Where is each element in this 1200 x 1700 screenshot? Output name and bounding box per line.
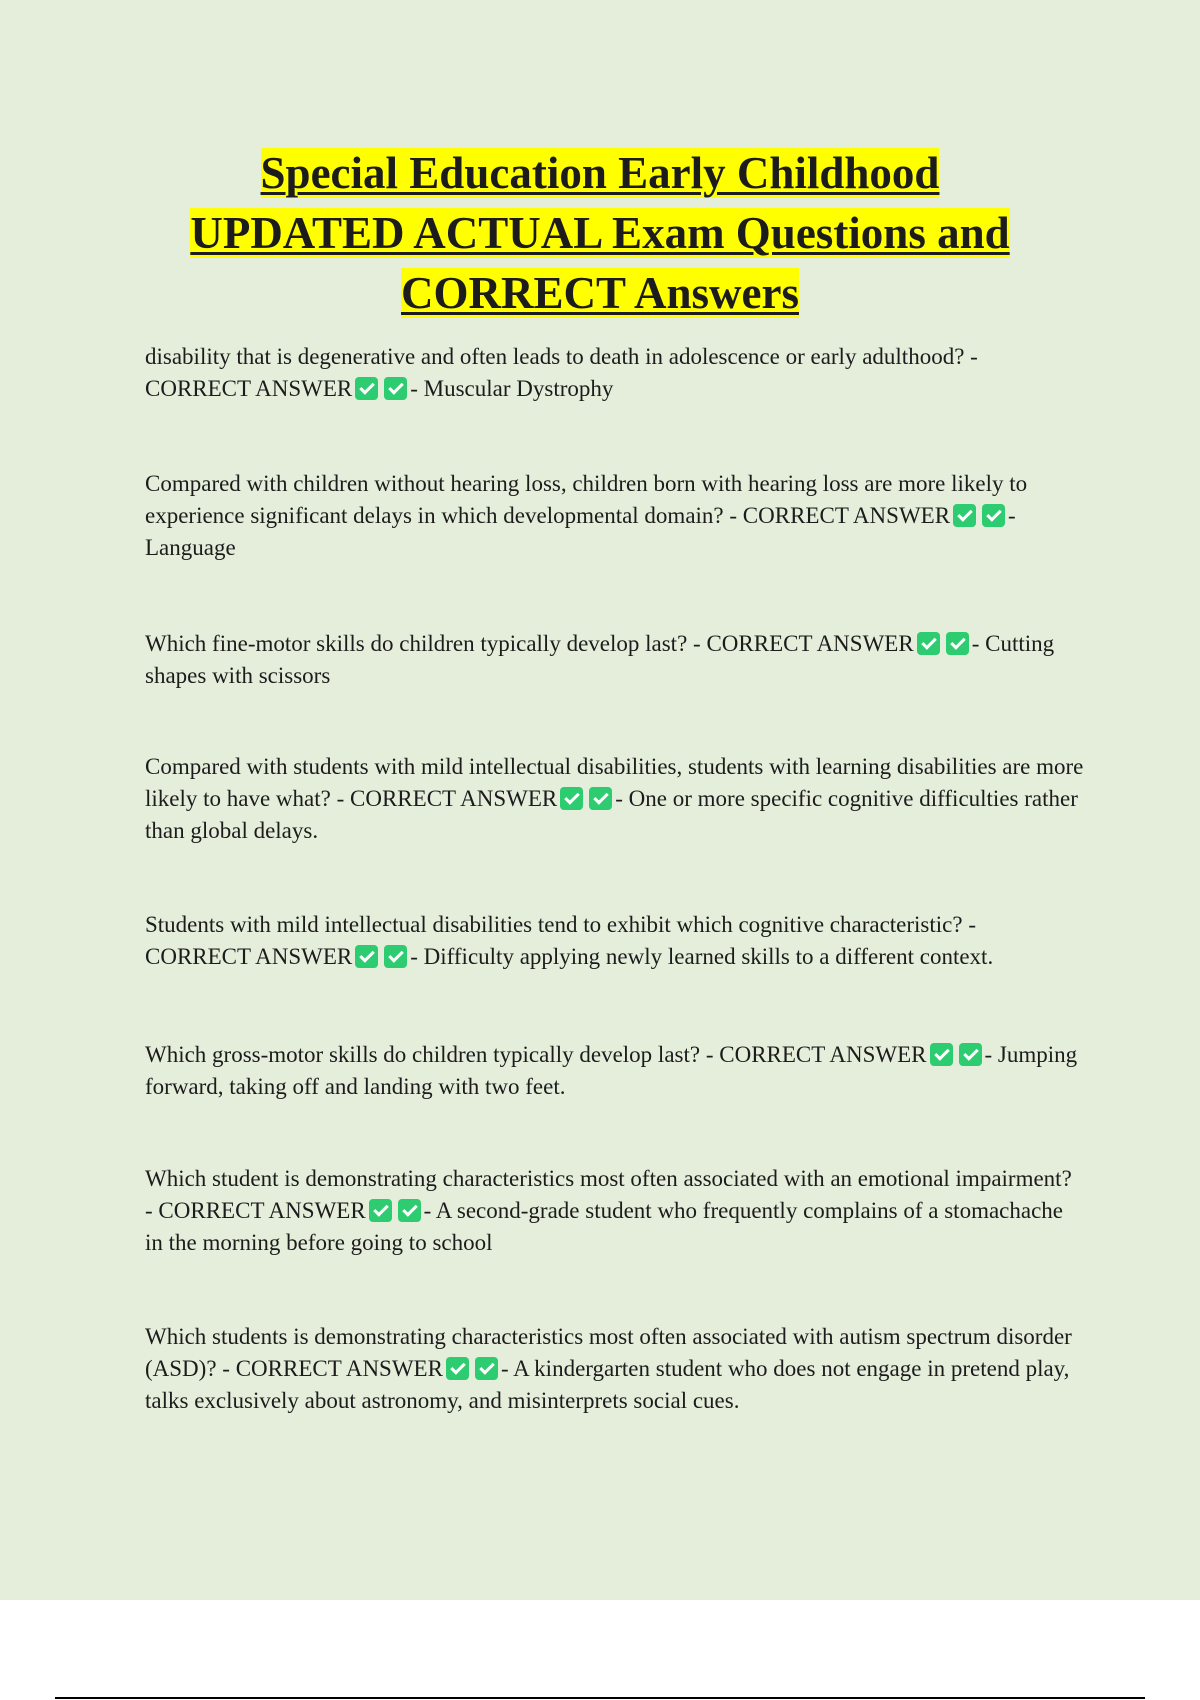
answer-label: CORRECT ANSWER xyxy=(158,1198,366,1223)
question-text: Students with mild intellectual disabilities tend to exhibit which cognitive characteristic? - xyxy=(145,912,976,937)
green-checkmark-icon xyxy=(475,1357,498,1380)
green-checkmark-icon xyxy=(398,1199,421,1222)
green-checkmark-icon xyxy=(917,632,940,655)
green-checkmark-icon xyxy=(355,377,378,400)
question-text: Which students is demonstrating characteristics most often associated with autism spectrum disorder (ASD)? - xyxy=(145,1324,1072,1381)
answer-label: CORRECT ANSWER xyxy=(742,503,951,528)
answer-text: - Muscular Dystrophy xyxy=(410,376,614,401)
green-checkmark-icon xyxy=(384,945,407,968)
answer-text: - Jumping forward, taking off and landing with two feet. xyxy=(145,1042,1078,1099)
green-checkmark-icon xyxy=(959,1043,982,1066)
qa-item xyxy=(145,468,1085,564)
qa-item xyxy=(145,1163,1085,1259)
answer-text: - Language xyxy=(145,503,1016,560)
page-divider xyxy=(55,1697,1145,1699)
qa-item xyxy=(145,341,1085,405)
question-text: Which student is demonstrating characteristics most often associated with an emotional impairment? - xyxy=(145,1166,1072,1223)
question-text: Compared with students with mild intellectual disabilities, students with learning disabilities are more likely to have what? - xyxy=(145,754,1084,811)
answer-label: CORRECT ANSWER xyxy=(706,631,914,656)
qa-item xyxy=(145,628,1085,692)
title-line: Special Education Early Childhood xyxy=(260,148,940,198)
answer-text: - A kindergarten student who does not engage in pretend play, talks exclusively about astronomy, and misinterprets social cues. xyxy=(145,1356,1070,1413)
green-checkmark-icon xyxy=(560,787,583,810)
green-checkmark-icon xyxy=(953,504,976,527)
answer-label: CORRECT ANSWER xyxy=(145,376,353,401)
qa-item xyxy=(145,909,1085,973)
answer-text: - Cutting shapes with scissors xyxy=(145,631,1055,688)
title-line: CORRECT Answers xyxy=(401,268,799,318)
answer-label: CORRECT ANSWER xyxy=(719,1042,927,1067)
question-text: Which gross-motor skills do children typically develop last? - xyxy=(145,1042,714,1067)
green-checkmark-icon xyxy=(369,1199,392,1222)
green-checkmark-icon xyxy=(384,377,407,400)
document-title xyxy=(100,143,1100,323)
answer-label: CORRECT ANSWER xyxy=(145,944,353,969)
answer-text: - Difficulty applying newly learned skills to a different context. xyxy=(410,944,994,969)
green-checkmark-icon xyxy=(589,787,612,810)
answer-text: - A second-grade student who frequently complains of a stomachache in the morning before going to school xyxy=(145,1198,1063,1255)
green-checkmark-icon xyxy=(946,632,969,655)
answer-label: CORRECT ANSWER xyxy=(235,1356,443,1381)
title-line: UPDATED ACTUAL Exam Questions and xyxy=(190,208,1010,258)
answer-label: CORRECT ANSWER xyxy=(350,786,558,811)
qa-item xyxy=(145,1039,1085,1103)
answer-text: - One or more specific cognitive difficulties rather than global delays. xyxy=(145,786,1078,843)
qa-item xyxy=(145,1321,1085,1417)
question-text: Compared with children without hearing loss, children born with hearing loss are more likely to experience significant delays in which developmental domain? - xyxy=(145,471,1028,528)
green-checkmark-icon xyxy=(446,1357,469,1380)
question-text: disability that is degenerative and often leads to death in adolescence or early adulthood? - xyxy=(145,344,978,369)
question-text: Which fine-motor skills do children typically develop last? - xyxy=(145,631,701,656)
green-checkmark-icon xyxy=(982,504,1005,527)
qa-item xyxy=(145,751,1085,847)
green-checkmark-icon xyxy=(930,1043,953,1066)
green-checkmark-icon xyxy=(355,945,378,968)
